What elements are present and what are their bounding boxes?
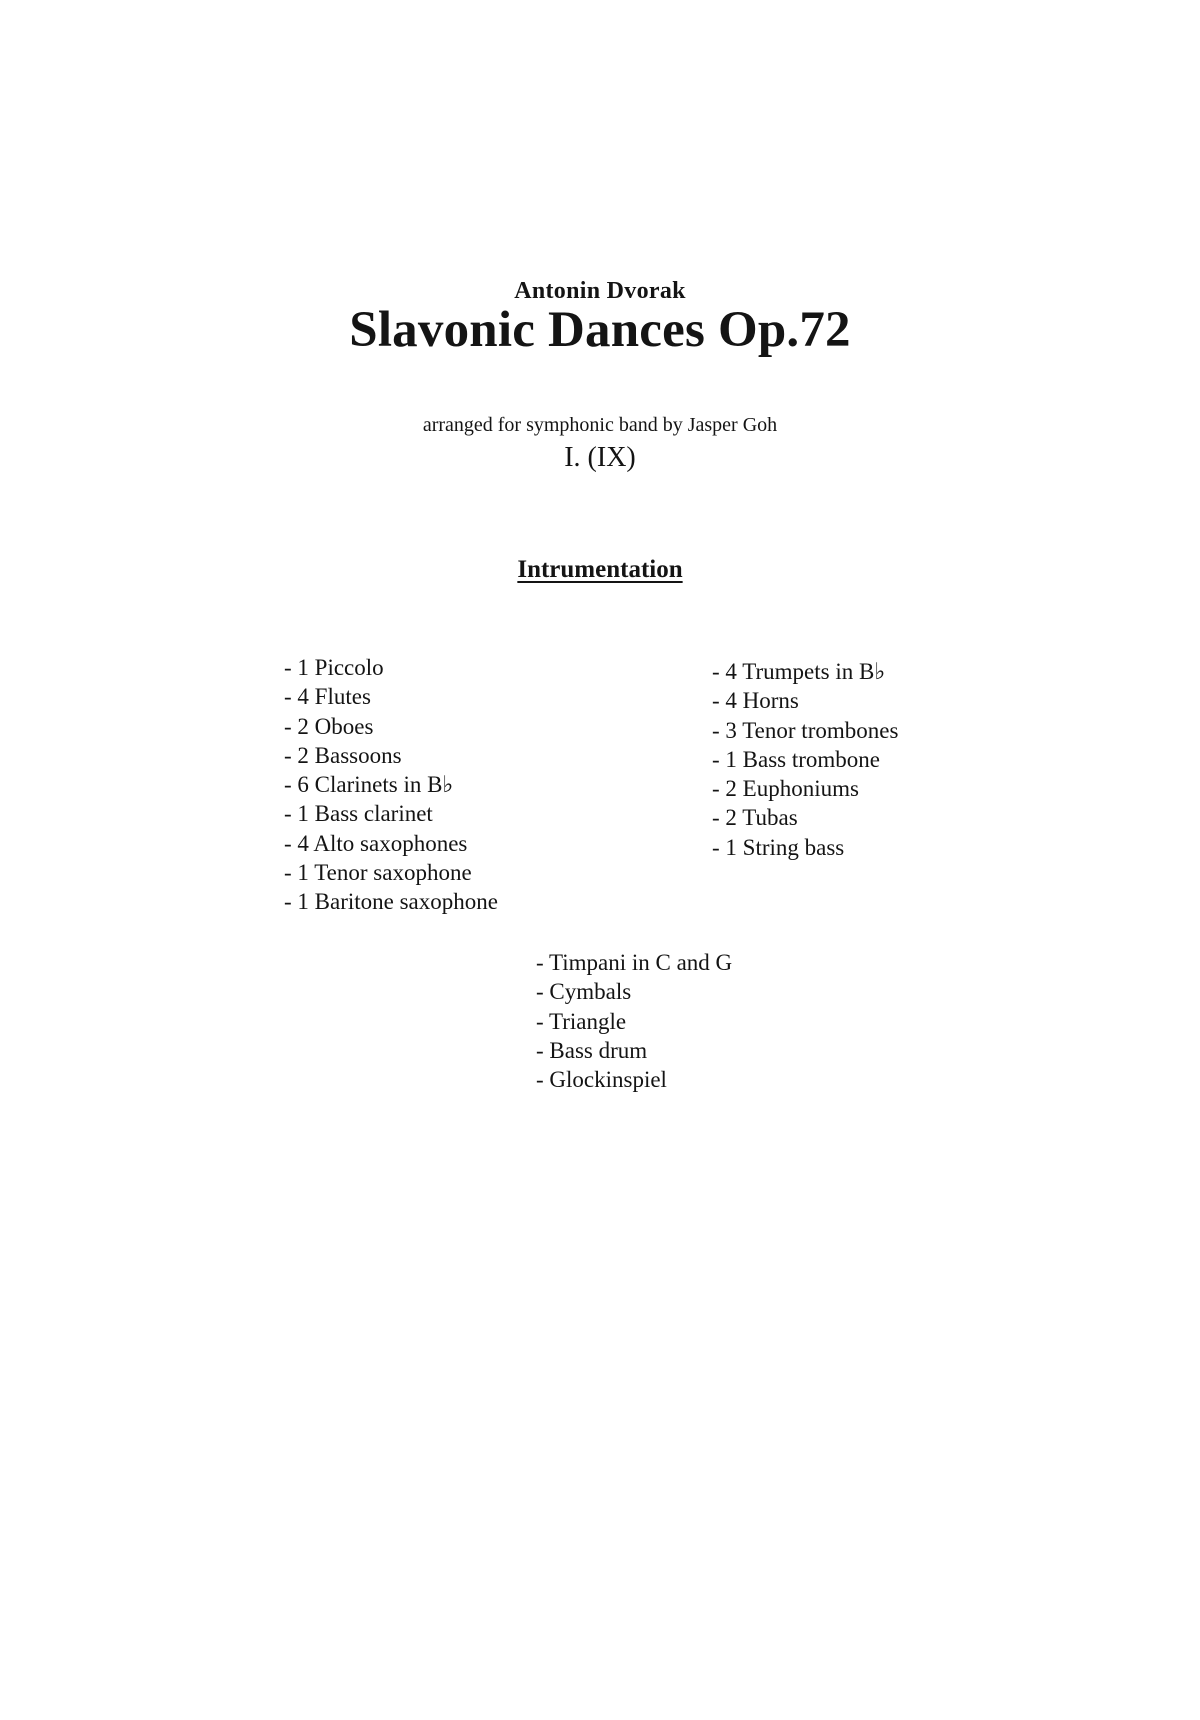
instrument-item: - 4 Flutes xyxy=(284,684,371,710)
instrument-item: - 4 Trumpets in B♭ xyxy=(712,659,886,684)
instrument-item: - Triangle xyxy=(536,1008,627,1034)
instrument-item: - 2 Tubas xyxy=(712,805,798,831)
work-title: Slavonic Dances Op.72 xyxy=(349,302,851,358)
instrument-item: - 1 String bass xyxy=(712,834,845,860)
instrument-item: - 1 Tenor saxophone xyxy=(284,860,472,886)
brass-instrument-list xyxy=(712,657,898,862)
instrument-item: - 4 Alto saxophones xyxy=(284,830,468,856)
instrument-item: - 1 Bass trombone xyxy=(712,746,881,772)
composer-name: Antonin Dvorak xyxy=(514,278,686,304)
instrument-item: - 3 Tenor trombones xyxy=(712,717,899,743)
instrument-item: - 1 Bass clarinet xyxy=(284,801,433,827)
instrument-item: - 1 Baritone saxophone xyxy=(284,889,498,915)
instrument-item: - 1 Piccolo xyxy=(284,655,384,680)
woodwind-instrument-list xyxy=(284,653,498,917)
instrument-item: - Bass drum xyxy=(536,1037,648,1063)
instrument-item: - Glockinspiel xyxy=(536,1067,667,1093)
instrument-item: - 2 Bassoons xyxy=(284,742,402,768)
instrumentation-heading: Intrumentation xyxy=(517,556,683,583)
arranger-credit: arranged for symphonic band by Jasper Goh xyxy=(422,414,778,436)
instrument-item: - 6 Clarinets in B♭ xyxy=(284,772,454,798)
movement-number: I. (IX) xyxy=(564,442,636,473)
instrument-item: - Timpani in C and G xyxy=(536,950,733,975)
instrument-item: - 2 Oboes xyxy=(284,713,374,739)
instrument-item: - Cymbals xyxy=(536,979,632,1005)
percussion-instrument-list xyxy=(536,948,732,1094)
instrument-item: - 2 Euphoniums xyxy=(712,776,859,802)
instrument-item: - 4 Horns xyxy=(712,688,799,714)
